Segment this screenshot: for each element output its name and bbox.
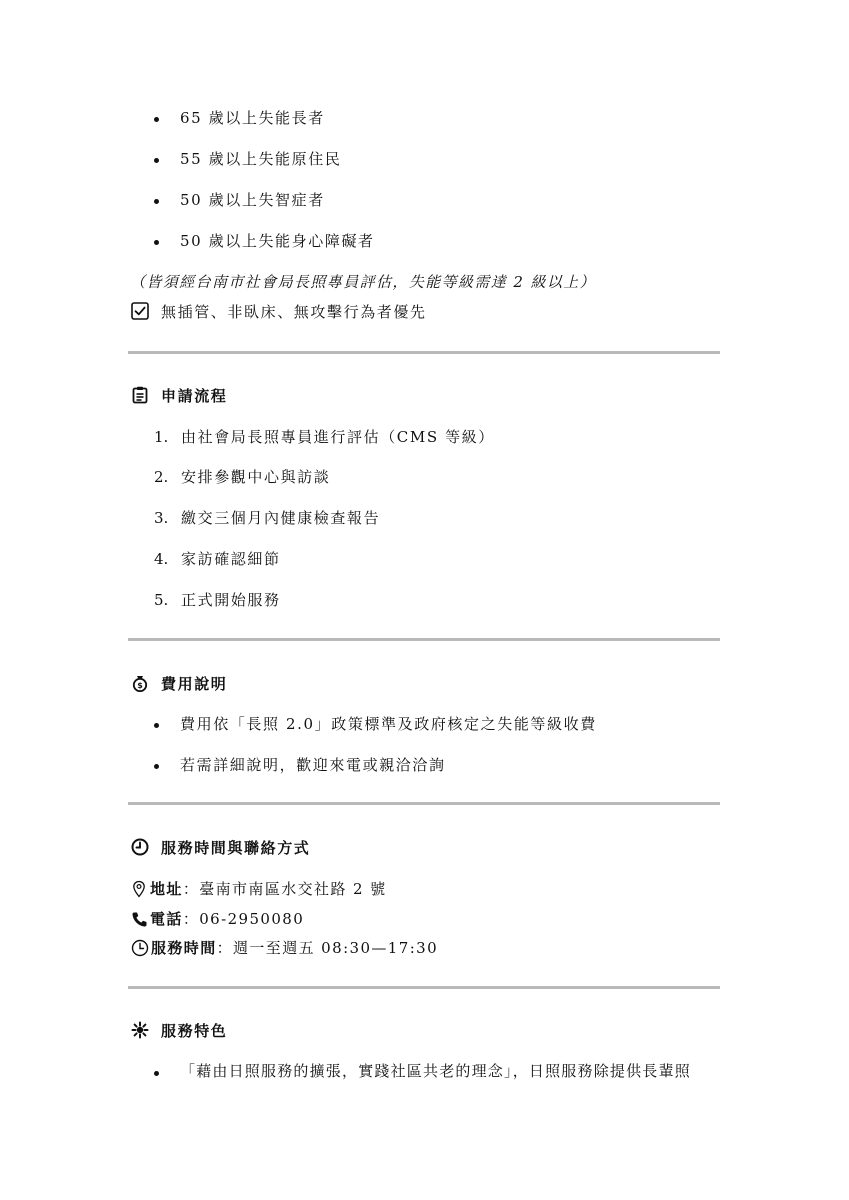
phone-icon — [131, 911, 148, 928]
clock-outline-icon — [131, 939, 149, 957]
step-number: 2. — [154, 468, 169, 486]
section-title-process: 申請流程 — [161, 387, 228, 405]
fee-item: 費用依「長照 2.0」政策標準及政府核定之失能等級收費 — [180, 715, 597, 733]
process-step: 繳交三個月內健康檢查報告 — [181, 509, 381, 527]
fee-item: 若需詳細說明，歡迎來電或親洽洽詢 — [180, 756, 446, 774]
hours-label: 服務時間 — [151, 939, 217, 957]
eligibility-item: 65 歲以上失能長者 — [180, 109, 325, 127]
process-step: 家訪確認細節 — [181, 550, 281, 568]
hours-value: ：週一至週五 08:30—17:30 — [216, 939, 439, 957]
feature-item: 「藉由日照服務的擴張，實踐社區共老的理念」，日照服務除提供長輩照 — [180, 1062, 691, 1080]
priority-text: 無插管、非臥床、無攻擊行為者優先 — [161, 303, 427, 321]
eligibility-item: 50 歲以上失智症者 — [180, 191, 325, 209]
section-title-features: 服務特色 — [161, 1022, 228, 1040]
section-divider — [128, 351, 720, 354]
address-label: 地址 — [150, 880, 183, 898]
eligibility-note: （皆須經台南市社會局長照專員評估，失能等級需達 2 級以上） — [130, 273, 597, 291]
section-divider — [128, 986, 720, 989]
sparkle-icon — [131, 1021, 149, 1039]
section-divider — [128, 802, 720, 805]
hours-line — [131, 938, 438, 958]
address-value: ：臺南市南區水交社路 2 號 — [182, 880, 387, 898]
section-divider — [128, 638, 720, 641]
bullet — [154, 764, 159, 769]
step-number: 4. — [154, 550, 169, 568]
bullet — [154, 117, 159, 122]
section-title-contact: 服務時間與聯絡方式 — [161, 839, 311, 857]
phone-label: 電話 — [150, 910, 183, 928]
phone-line — [131, 909, 304, 929]
map-pin-icon — [131, 880, 147, 898]
process-step: 安排參觀中心與訪談 — [181, 468, 331, 486]
step-number: 5. — [154, 591, 169, 609]
bullet — [154, 1071, 159, 1076]
bullet — [154, 240, 159, 245]
address-line — [131, 879, 387, 899]
section-title-fees: 費用說明 — [161, 675, 228, 693]
clock-icon — [131, 838, 149, 856]
checkbox-icon — [131, 302, 149, 320]
clipboard-icon — [131, 386, 149, 404]
money-bag-icon — [131, 674, 149, 692]
bullet — [154, 158, 159, 163]
process-step: 由社會局長照專員進行評估（CMS 等級） — [181, 428, 495, 446]
eligibility-item: 55 歲以上失能原住民 — [180, 150, 342, 168]
svg-text:$: $ — [137, 681, 143, 691]
eligibility-item: 50 歲以上失能身心障礙者 — [180, 232, 375, 250]
bullet — [154, 723, 159, 728]
bullet — [154, 199, 159, 204]
phone-value: ：06-2950080 — [182, 910, 305, 928]
step-number: 3. — [154, 509, 169, 527]
step-number: 1. — [154, 428, 169, 446]
process-step: 正式開始服務 — [181, 591, 281, 609]
